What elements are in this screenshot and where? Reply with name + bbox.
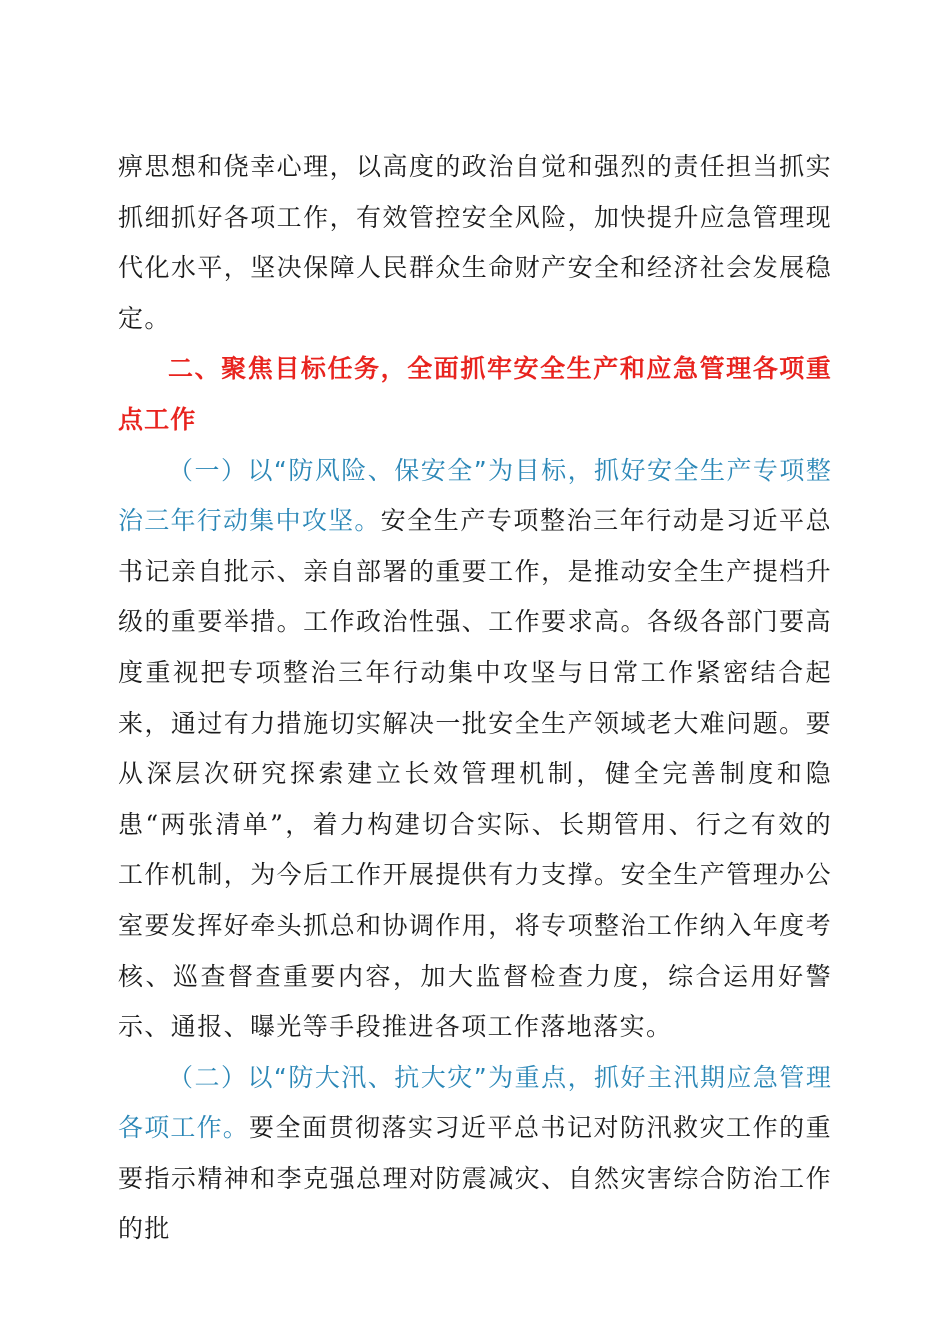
paragraph-item-2 — [118, 1053, 832, 1255]
subheading-item-2: （二）以“防大汛、抗大灾”为重点，抓好主汛期应急管理各项工作。 — [118, 1062, 832, 1143]
section-heading — [118, 344, 832, 445]
paragraph-continuation — [118, 142, 832, 344]
subheading-item-1: （一）以“防风险、保安全”为目标，抓好安全生产专项整治三年行动集中攻坚。 — [118, 455, 832, 536]
paragraph-body-item-2: 要全面贯彻落实习近平总书记对防汛救灾工作的重要指示精神和李克强总理对防震减灾、自然灾害综合防治工作的批 — [118, 1113, 832, 1244]
section-heading-text: 二、聚焦目标任务，全面抓牢安全生产和应急管理各项重点工作 — [118, 354, 832, 434]
paragraph-item-1 — [118, 446, 832, 1053]
document-page — [118, 142, 832, 1255]
paragraph-body-item-1: 安全生产专项整治三年行动是习近平总书记亲自批示、亲自部署的重要工作，是推动安全生产提档升级的重要举措。工作政治性强、工作要求高。各级各部门要高度重视把专项整治三年行动集中攻坚与日常工作紧密结合起来，通过有力措施切实解决一批安全生产领域老大难问题。要从深层次研究探索建立长效管理机制，健全完善制度和隐患“两张清单”，着力构建切合实际、长期管用、行之有效的工作机制，为今后工作开展提供有力支撑。安全生产管理办公室要发挥好牵头抓总和协调作用，将专项整治工作纳入年度考核、巡查督查重要内容，加大监督检查力度，综合运用好警示、通报、曝光等手段推进各项工作落地落实。 — [118, 506, 832, 1042]
paragraph-text: 痹思想和侥幸心理，以高度的政治自觉和强烈的责任担当抓实抓细抓好各项工作，有效管控安全风险，加快提升应急管理现代化水平，坚决保障人民群众生命财产安全和经济社会发展稳定。 — [118, 152, 832, 333]
